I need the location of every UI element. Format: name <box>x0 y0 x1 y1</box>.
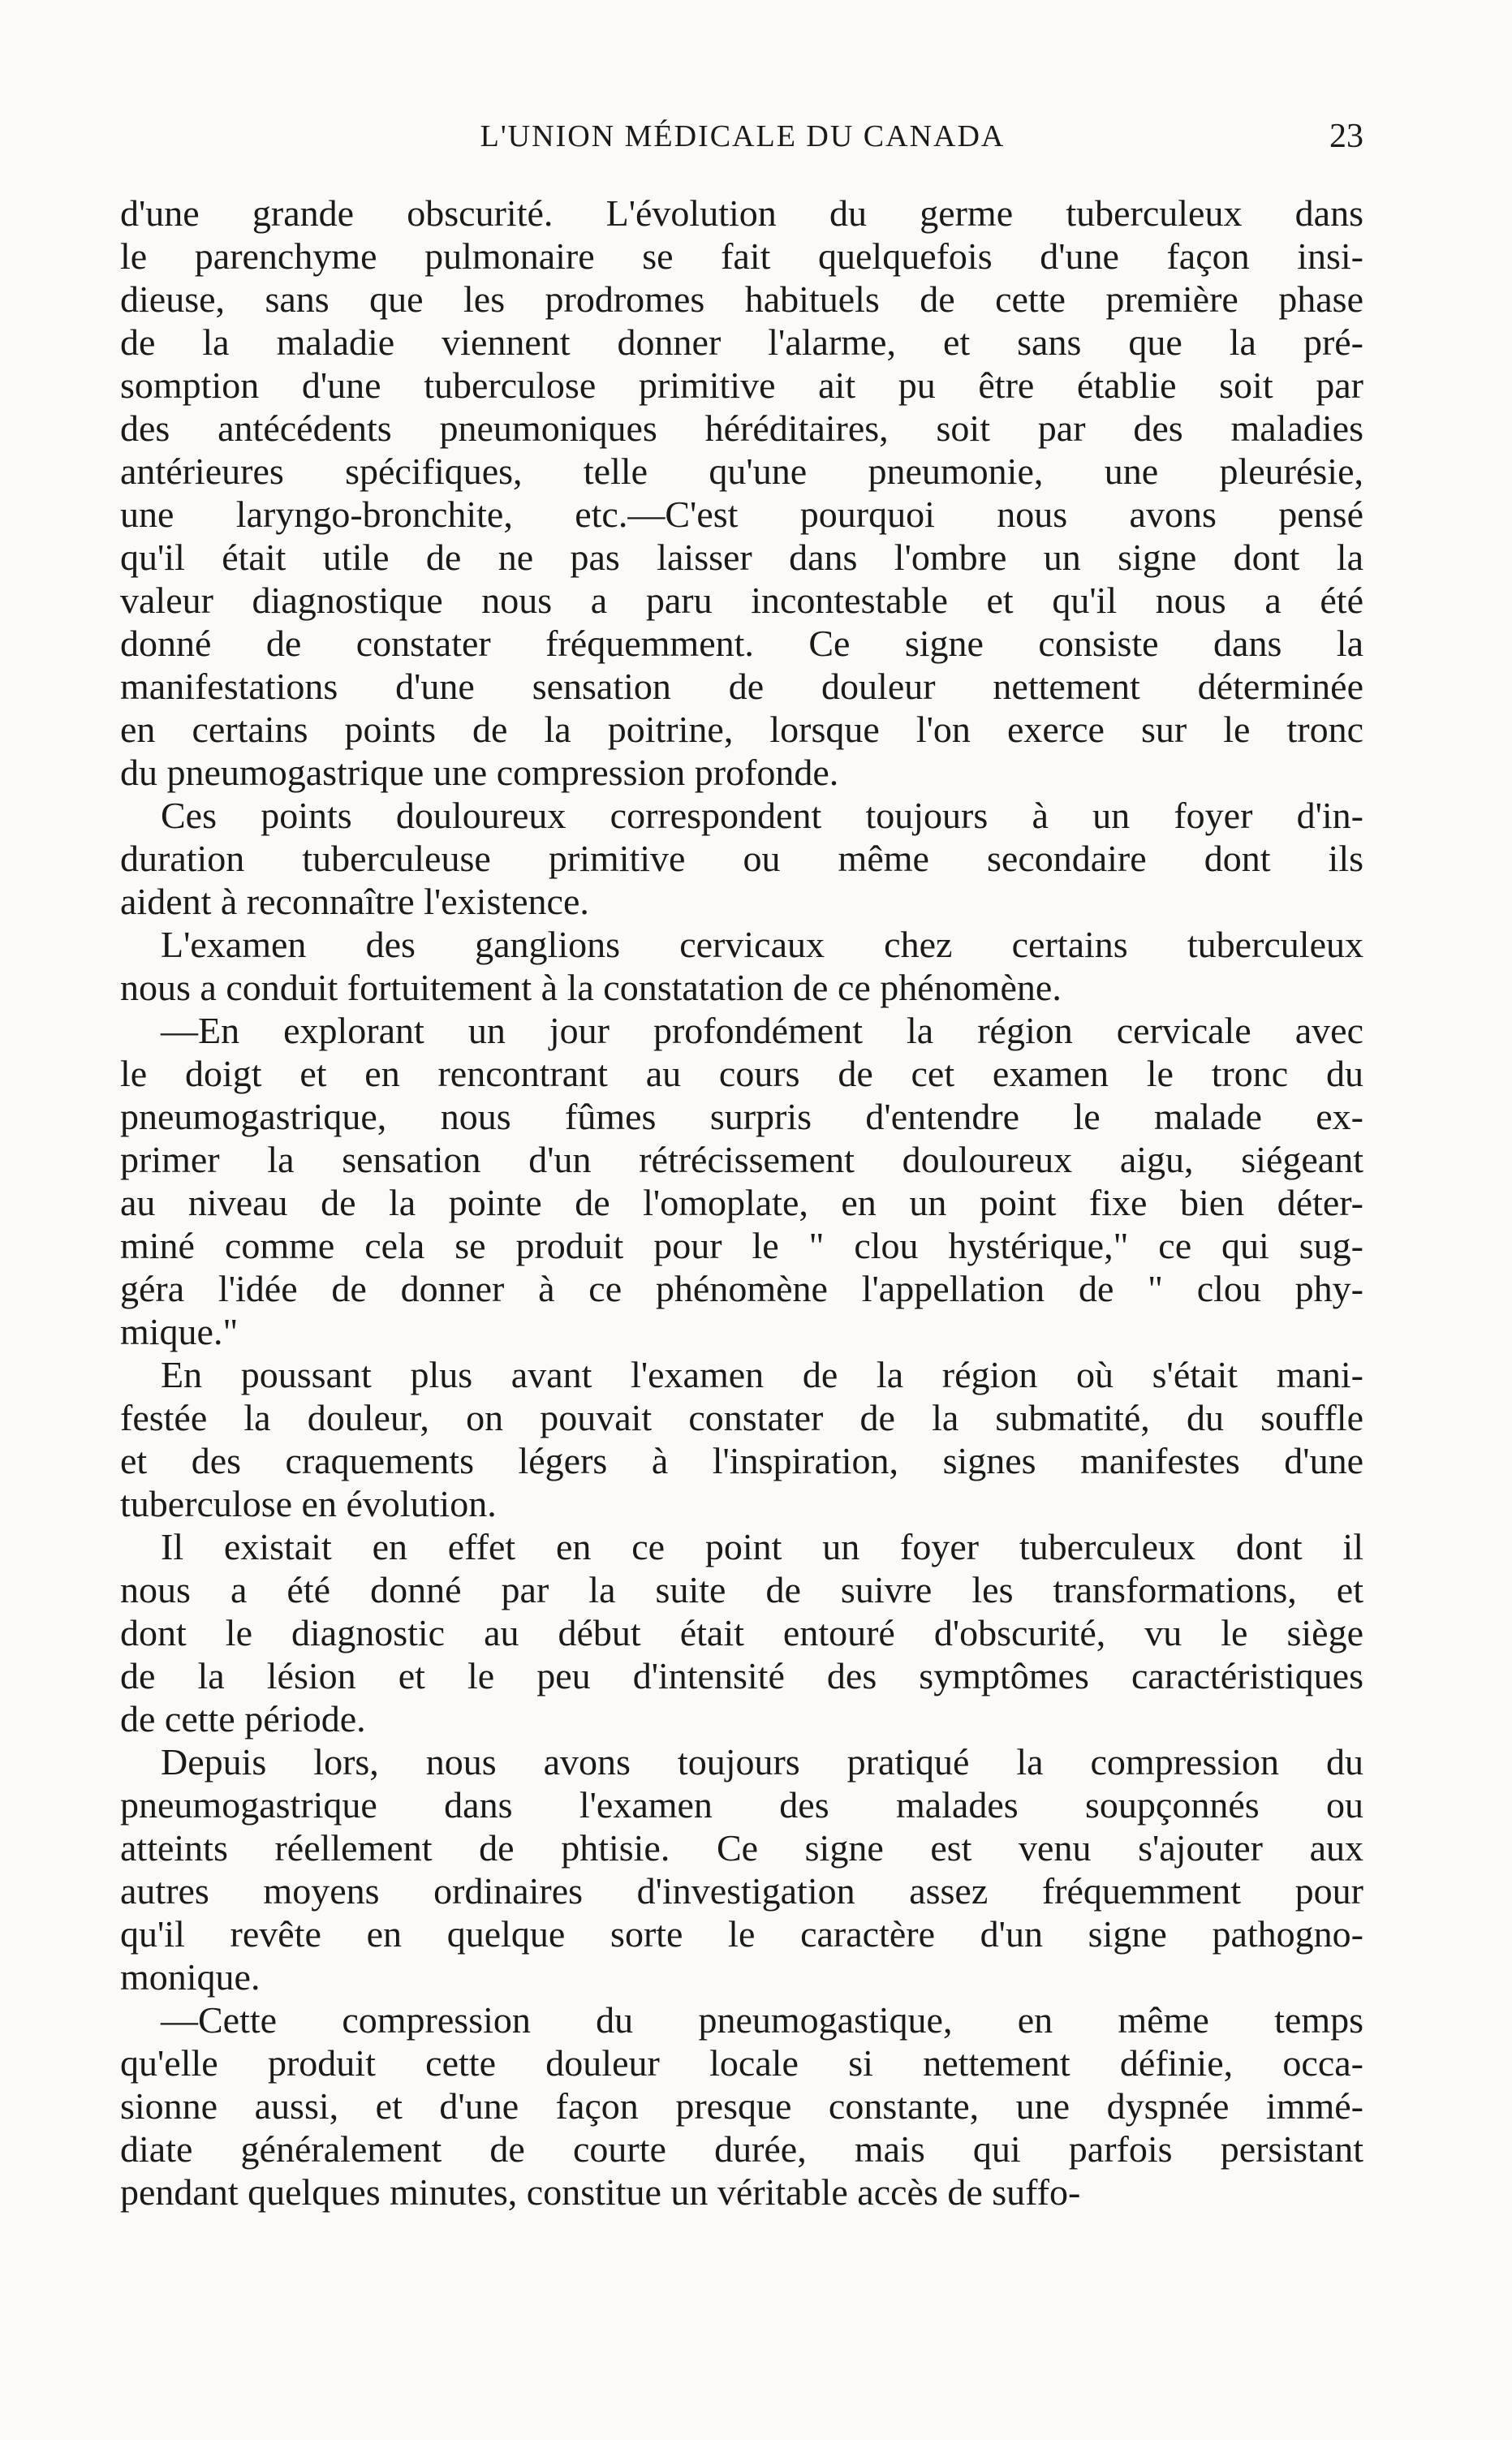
text-line: autres moyens ordinaires d'investigation assez fréquemment pour <box>120 1870 1363 1912</box>
text-line: Depuis lors, nous avons toujours pratiqué la compression du <box>161 1741 1363 1783</box>
paragraph <box>120 1740 1363 1998</box>
text-line: dieuse, sans que les prodromes habituels de cette première phase <box>120 278 1363 320</box>
text-line: Ces points douloureux correspondent toujours à un foyer d'in- <box>161 795 1363 836</box>
page-number: 23 <box>1329 118 1363 155</box>
text-line: des antécédents pneumoniques héréditaires, soit par des maladies <box>120 407 1363 449</box>
text-line: atteints réellement de phtisie. Ce signe est venu s'ajouter aux <box>120 1827 1363 1869</box>
text-line: mique." <box>120 1311 239 1352</box>
text-line: nous a été donné par la suite de suivre les transformations, et <box>120 1569 1363 1610</box>
text-line: le parenchyme pulmonaire se fait quelquefois d'une façon insi- <box>120 235 1363 277</box>
paragraph <box>120 1009 1363 1353</box>
text-line: monique. <box>120 1956 261 1998</box>
paragraph <box>120 1525 1363 1740</box>
text-line: donné de constater fréquemment. Ce signe consiste dans la <box>120 623 1363 664</box>
body-text <box>120 192 1363 2214</box>
text-line: de la lésion et le peu d'intensité des symptômes caractéristiques <box>120 1655 1363 1696</box>
text-line: somption d'une tuberculose primitive ait pu être établie soit par <box>120 364 1363 406</box>
text-line: et des craquements légers à l'inspiration, signes manifestes d'une <box>120 1440 1363 1481</box>
text-line: manifestations d'une sensation de douleur nettement déterminée <box>120 666 1363 707</box>
paragraph <box>120 923 1363 1009</box>
paragraph <box>120 794 1363 923</box>
text-line: miné comme cela se produit pour le " clou hystérique," ce qui sug- <box>120 1225 1363 1266</box>
running-header <box>122 112 1363 161</box>
text-line: sionne aussi, et d'une façon presque constante, une dyspnée immé- <box>120 2085 1363 2127</box>
text-line: valeur diagnostique nous a paru incontestable et qu'il nous a été <box>120 580 1363 621</box>
paragraph <box>120 1353 1363 1525</box>
text-line: qu'il était utile de ne pas laisser dans l'ombre un signe dont la <box>120 537 1363 578</box>
text-line: En poussant plus avant l'examen de la région où s'était mani- <box>161 1354 1363 1395</box>
text-line: en certains points de la poitrine, lorsque l'on exerce sur le tronc <box>120 709 1363 750</box>
text-line: festée la douleur, on pouvait constater de la submatité, du souffle <box>120 1397 1363 1438</box>
text-line: duration tuberculeuse primitive ou même secondaire dont ils <box>120 838 1363 879</box>
text-line: diate généralement de courte durée, mais qui parfois persistant <box>120 2128 1363 2170</box>
text-line: au niveau de la pointe de l'omoplate, en un point fixe bien déter- <box>120 1182 1363 1223</box>
text-line: aident à reconnaître l'existence. <box>120 881 589 922</box>
text-line: dont le diagnostic au début était entouré d'obscurité, vu le siège <box>120 1612 1363 1653</box>
text-line: —Cette compression du pneumogastique, en même temps <box>161 1999 1363 2041</box>
paragraph <box>120 192 1363 794</box>
paragraph <box>120 1998 1363 2214</box>
text-line: de la maladie viennent donner l'alarme, et sans que la pré- <box>120 321 1363 363</box>
text-line: qu'elle produit cette douleur locale si nettement définie, occa- <box>120 2042 1363 2084</box>
text-line: une laryngo-bronchite, etc.—C'est pourquoi nous avons pensé <box>120 494 1363 535</box>
text-line: nous a conduit fortuitement à la constatation de ce phénomène. <box>120 967 1062 1008</box>
text-line: —En explorant un jour profondément la région cervicale avec <box>161 1010 1363 1051</box>
text-line: pendant quelques minutes, constitue un véritable accès de suffo- <box>120 2171 1081 2213</box>
text-line: du pneumogastrique une compression profonde. <box>120 752 839 793</box>
text-line: qu'il revête en quelque sorte le caractère d'un signe pathogno- <box>120 1913 1363 1955</box>
text-line: L'examen des ganglions cervicaux chez certains tuberculeux <box>161 924 1363 965</box>
text-line: le doigt et en rencontrant au cours de cet examen le tronc du <box>120 1053 1363 1094</box>
journal-title: L'UNION MÉDICALE DU CANADA <box>480 119 1006 153</box>
text-line: Il existait en effet en ce point un foyer tuberculeux dont il <box>161 1526 1363 1567</box>
text-line: tuberculose en évolution. <box>120 1483 497 1524</box>
text-line: primer la sensation d'un rétrécissement douloureux aigu, siégeant <box>120 1139 1363 1180</box>
text-line: pneumogastrique dans l'examen des malades soupçonnés ou <box>120 1784 1363 1826</box>
text-line: d'une grande obscurité. L'évolution du germe tuberculeux dans <box>120 192 1363 234</box>
text-line: antérieures spécifiques, telle qu'une pneumonie, une pleurésie, <box>120 450 1363 492</box>
text-line: de cette période. <box>120 1698 366 1739</box>
text-line: pneumogastrique, nous fûmes surpris d'entendre le malade ex- <box>120 1096 1363 1137</box>
text-line: géra l'idée de donner à ce phénomène l'appellation de " clou phy- <box>120 1268 1363 1309</box>
